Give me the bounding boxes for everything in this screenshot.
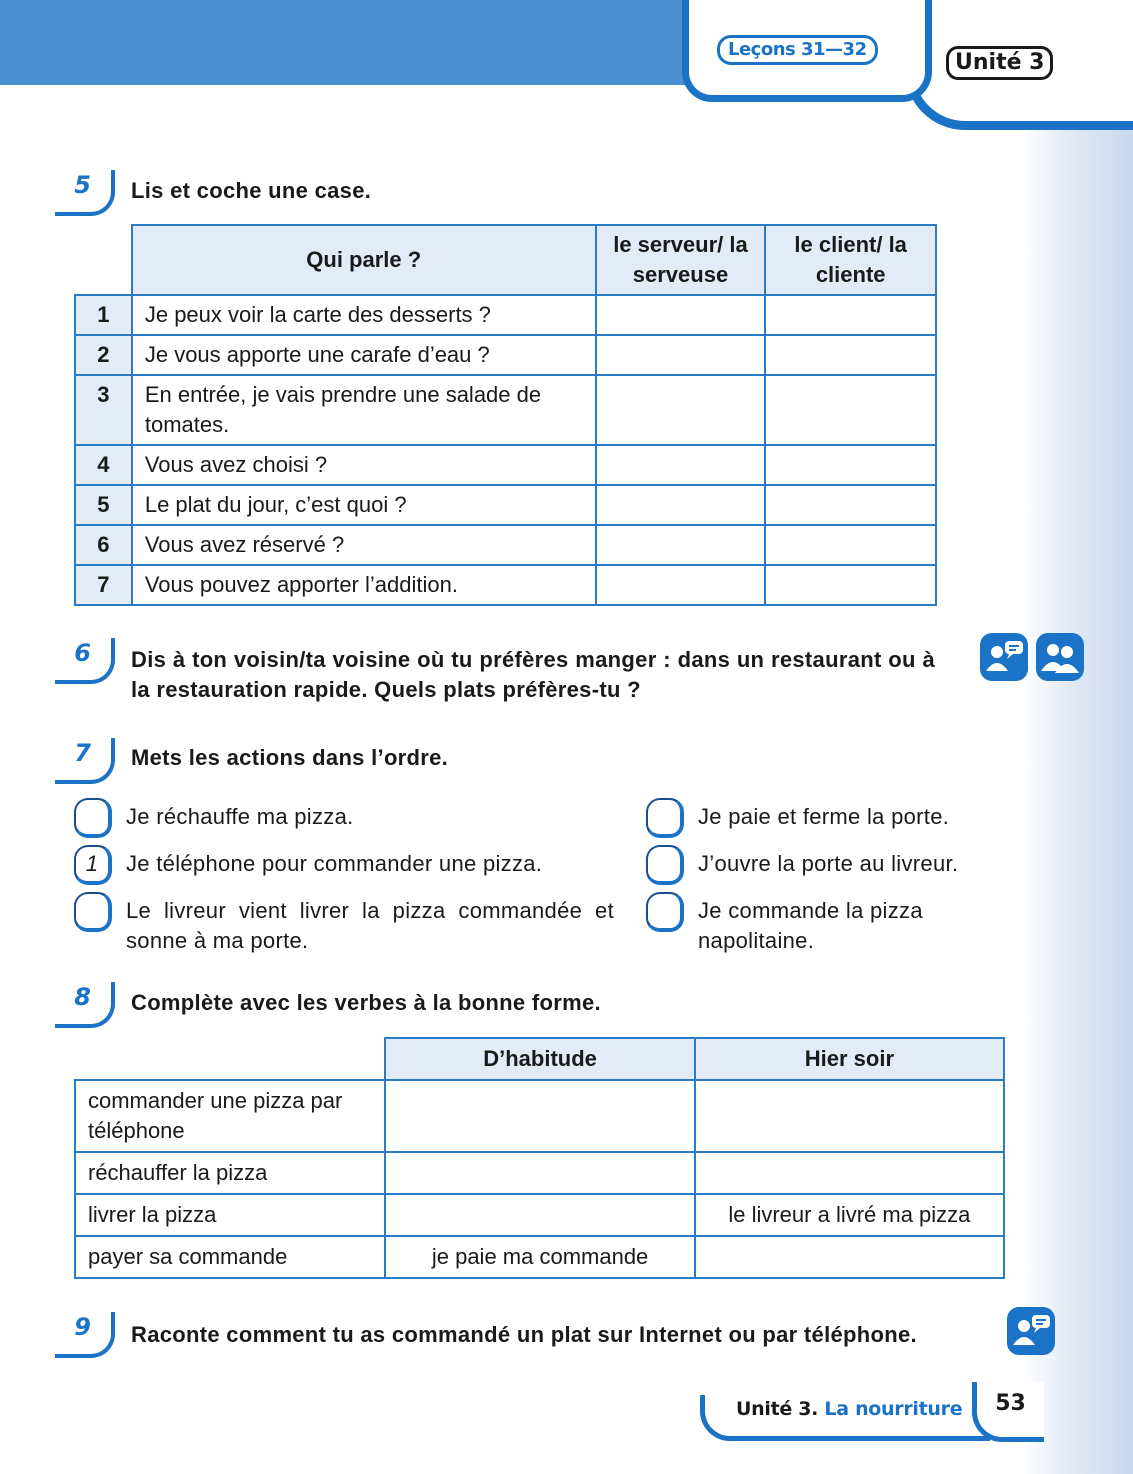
- exercise-6-number: 6: [55, 638, 115, 684]
- order-box[interactable]: [74, 798, 112, 838]
- row-number: 5: [75, 485, 132, 525]
- lessons-label: Leçons 31—32: [717, 35, 878, 65]
- exercise-9-number: 9: [55, 1312, 115, 1358]
- exercise-5-title: Lis et coche une case.: [131, 178, 372, 203]
- corner-empty: [75, 225, 132, 295]
- row-sentence: Je vous apporte une carafe d’eau ?: [132, 335, 596, 375]
- order-text: Je téléphone pour commander une pizza.: [126, 851, 543, 876]
- verb-cell: réchauffer la pizza: [75, 1152, 385, 1194]
- habitude-cell[interactable]: [385, 1194, 694, 1236]
- row-number: 1: [75, 295, 132, 335]
- checkbox-serveur[interactable]: [596, 335, 766, 375]
- exercise-8-table: [74, 1037, 1005, 1279]
- row-sentence: Vous avez réservé ?: [132, 525, 596, 565]
- order-text: Je commande la pizza napolitaine.: [698, 898, 923, 953]
- checkbox-serveur[interactable]: [596, 565, 766, 605]
- checkbox-serveur[interactable]: [596, 295, 766, 335]
- hier-cell[interactable]: [695, 1080, 1004, 1152]
- order-text: Je paie et ferme la porte.: [698, 804, 950, 829]
- exercise-7-number: 7: [55, 738, 115, 784]
- checkbox-serveur[interactable]: [596, 485, 766, 525]
- row-number: 6: [75, 525, 132, 565]
- order-box[interactable]: 1: [74, 845, 112, 885]
- header-band: [0, 0, 700, 85]
- order-box[interactable]: [74, 892, 112, 932]
- header-hier-soir: Hier soir: [695, 1038, 1004, 1080]
- header-serveur: le serveur/ la serveuse: [596, 225, 766, 295]
- exercise-8-title: Complète avec les verbes à la bonne forme.: [131, 990, 601, 1015]
- checkbox-client[interactable]: [765, 565, 936, 605]
- header-qui-parle: Qui parle ?: [132, 225, 596, 295]
- order-item: [74, 845, 542, 885]
- order-box[interactable]: [646, 798, 684, 838]
- checkbox-client[interactable]: [765, 375, 936, 445]
- row-number: 3: [75, 375, 132, 445]
- verb-cell: livrer la pizza: [75, 1194, 385, 1236]
- order-text: J’ouvre la porte au livreur.: [698, 851, 959, 876]
- header-habitude: D’habitude: [385, 1038, 694, 1080]
- exercise-5-number: 5: [55, 170, 115, 216]
- order-box[interactable]: [646, 892, 684, 932]
- row-sentence: Le plat du jour, c’est quoi ?: [132, 485, 596, 525]
- order-item: [74, 798, 354, 838]
- habitude-cell[interactable]: [385, 1080, 694, 1152]
- row-number: 7: [75, 565, 132, 605]
- row-sentence: Vous pouvez apporter l’addition.: [132, 565, 596, 605]
- speaking-icon: [1007, 1307, 1055, 1355]
- habitude-cell[interactable]: je paie ma commande: [385, 1236, 694, 1278]
- checkbox-client[interactable]: [765, 485, 936, 525]
- order-item: [74, 892, 614, 956]
- order-item: [646, 845, 958, 885]
- corner-empty: [75, 1038, 385, 1080]
- order-item: [646, 892, 966, 956]
- order-item: [646, 798, 949, 838]
- habitude-cell[interactable]: [385, 1152, 694, 1194]
- checkbox-client[interactable]: [765, 445, 936, 485]
- verb-cell: payer sa commande: [75, 1236, 385, 1278]
- exercise-9-title: Raconte comment tu as commandé un plat sur Internet ou par téléphone.: [131, 1322, 917, 1347]
- footer-title: [736, 1398, 962, 1420]
- hier-cell[interactable]: [695, 1236, 1004, 1278]
- exercise-5-table: [74, 224, 937, 606]
- pair-work-icon: [1036, 633, 1084, 681]
- row-number: 2: [75, 335, 132, 375]
- order-text: Le livreur vient livrer la pizza commandée et sonne à ma porte.: [126, 898, 614, 953]
- checkbox-client[interactable]: [765, 335, 936, 375]
- exercise-8-number: 8: [55, 982, 115, 1028]
- exercise-6-title: Dis à ton voisin/ta voisine où tu préfères manger : dans un restaurant ou à la restauration rapide. Quels plats préfères-tu ?: [131, 647, 935, 702]
- verb-cell: commander une pizza par téléphone: [75, 1080, 385, 1152]
- exercise-7-title: Mets les actions dans l’ordre.: [131, 745, 449, 770]
- page-number: 53: [972, 1382, 1044, 1442]
- checkbox-serveur[interactable]: [596, 375, 766, 445]
- footer-topic: La nourriture: [824, 1398, 963, 1420]
- checkbox-client[interactable]: [765, 525, 936, 565]
- checkbox-serveur[interactable]: [596, 525, 766, 565]
- footer-unit: Unité 3.: [736, 1398, 819, 1420]
- hier-cell[interactable]: [695, 1152, 1004, 1194]
- side-strip: [1023, 0, 1133, 1474]
- header-client: le client/ la cliente: [765, 225, 936, 295]
- row-sentence: Vous avez choisi ?: [132, 445, 596, 485]
- row-sentence: Je peux voir la carte des desserts ?: [132, 295, 596, 335]
- hier-cell[interactable]: le livreur a livré ma pizza: [695, 1194, 1004, 1236]
- row-sentence: En entrée, je vais prendre une salade de tomates.: [132, 375, 596, 445]
- checkbox-client[interactable]: [765, 295, 936, 335]
- order-text: Je réchauffe ma pizza.: [126, 804, 354, 829]
- row-number: 4: [75, 445, 132, 485]
- speaking-icon: [980, 633, 1028, 681]
- unit-label: Unité 3: [946, 46, 1053, 80]
- order-box[interactable]: [646, 845, 684, 885]
- checkbox-serveur[interactable]: [596, 445, 766, 485]
